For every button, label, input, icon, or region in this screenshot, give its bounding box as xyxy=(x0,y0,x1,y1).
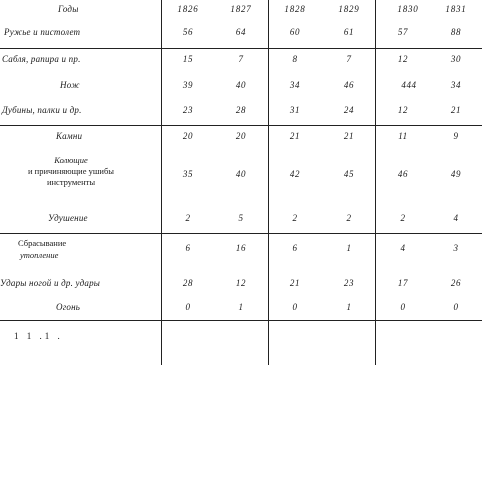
table-cell: 49 xyxy=(450,169,462,179)
table-cell: 2 xyxy=(185,213,191,223)
table-cell: 8 xyxy=(292,54,298,64)
row-label-line: инструменты xyxy=(46,177,96,187)
table-cell: 0 xyxy=(185,302,191,312)
row-label: Огонь xyxy=(56,302,81,312)
table-cell: 46 xyxy=(343,80,355,90)
table-cell: 7 xyxy=(346,54,352,64)
table-cell: 34 xyxy=(450,80,462,90)
table-cell: 34 xyxy=(289,80,301,90)
table-cell: 2 xyxy=(292,213,298,223)
table-cell: 1 xyxy=(238,302,244,312)
table-cell: 17 xyxy=(397,278,409,288)
table-cell: 28 xyxy=(235,105,247,115)
table-cell: 46 xyxy=(397,169,409,179)
table-cell: 20 xyxy=(235,131,247,141)
row-label-line: Сбрасывание xyxy=(18,238,67,248)
table-cell: 3 xyxy=(453,243,459,253)
table-cell: 28 xyxy=(182,278,194,288)
table-cell: 42 xyxy=(289,169,301,179)
group-divider xyxy=(0,48,482,49)
table-cell: 30 xyxy=(450,54,462,64)
group-divider xyxy=(0,320,482,321)
row-label: Дубины, палки и др. xyxy=(2,105,82,115)
year-header: 1828 xyxy=(284,4,306,14)
table-cell: 88 xyxy=(450,27,462,37)
table-cell: 21 xyxy=(289,131,301,141)
table-cell: 11 xyxy=(398,131,408,141)
table-cell: 12 xyxy=(397,54,409,64)
table-cell: 21 xyxy=(450,105,462,115)
column-divider xyxy=(268,0,269,365)
table-cell: 26 xyxy=(450,278,462,288)
table-cell: 6 xyxy=(185,243,191,253)
table-cell: 2 xyxy=(400,213,406,223)
table-cell: 35 xyxy=(182,169,194,179)
header-label: Годы xyxy=(58,4,79,14)
table-cell: 21 xyxy=(289,278,301,288)
table-cell: 6 xyxy=(292,243,298,253)
row-label: Удушение xyxy=(48,213,88,223)
row-label xyxy=(28,155,114,188)
table-cell: 4 xyxy=(400,243,406,253)
table-cell: 4 xyxy=(453,213,459,223)
table-cell: 12 xyxy=(397,105,409,115)
table-cell: 61 xyxy=(343,27,355,37)
table-cell: 20 xyxy=(182,131,194,141)
row-label: Сабля, рапира и пр. xyxy=(2,54,81,64)
table-cell: 9 xyxy=(453,131,459,141)
table-cell: 24 xyxy=(343,105,355,115)
row-label: Камни xyxy=(56,131,83,141)
group-divider xyxy=(0,125,482,126)
table-cell: 0 xyxy=(400,302,406,312)
row-label: Нож xyxy=(60,80,80,90)
table-cell: 40 xyxy=(235,80,247,90)
column-divider xyxy=(375,0,376,365)
table-cell: 7 xyxy=(238,54,244,64)
table-cell: 2 xyxy=(346,213,352,223)
table-cell: 40 xyxy=(235,169,247,179)
row-label: Удары ногой и др. удары xyxy=(0,278,101,288)
table-cell: 12 xyxy=(235,278,247,288)
year-header: 1829 xyxy=(338,4,360,14)
table-cell: 0 xyxy=(453,302,459,312)
table-cell: 21 xyxy=(343,131,355,141)
year-header: 1831 xyxy=(445,4,467,14)
group-divider xyxy=(0,233,482,234)
row-label xyxy=(18,237,66,261)
table-cell: 60 xyxy=(289,27,301,37)
table-cell: 16 xyxy=(235,243,247,253)
table-cell: 45 xyxy=(343,169,355,179)
footnote-marks: 1 1 .1 . xyxy=(14,331,63,341)
year-header: 1827 xyxy=(230,4,252,14)
table-cell: 64 xyxy=(235,27,247,37)
column-divider xyxy=(161,0,162,365)
table-cell: 1 xyxy=(346,243,352,253)
year-header: 1830 xyxy=(397,4,419,14)
table-cell: 444 xyxy=(401,80,417,90)
table-cell: 56 xyxy=(182,27,194,37)
row-label-line: Колющие xyxy=(54,155,88,165)
table-cell: 0 xyxy=(292,302,298,312)
table-cell: 31 xyxy=(289,105,301,115)
table-cell: 23 xyxy=(182,105,194,115)
table-cell: 23 xyxy=(343,278,355,288)
table-cell: 1 xyxy=(346,302,352,312)
year-header: 1826 xyxy=(177,4,199,14)
row-label: Ружье и пистолет xyxy=(4,27,81,37)
table-cell: 39 xyxy=(182,80,194,90)
table-cell: 5 xyxy=(238,213,244,223)
row-label-line: утопление xyxy=(20,250,59,260)
row-label-line: и причиняющие ушибы xyxy=(27,166,115,176)
table-cell: 57 xyxy=(397,27,409,37)
table-cell: 15 xyxy=(182,54,194,64)
